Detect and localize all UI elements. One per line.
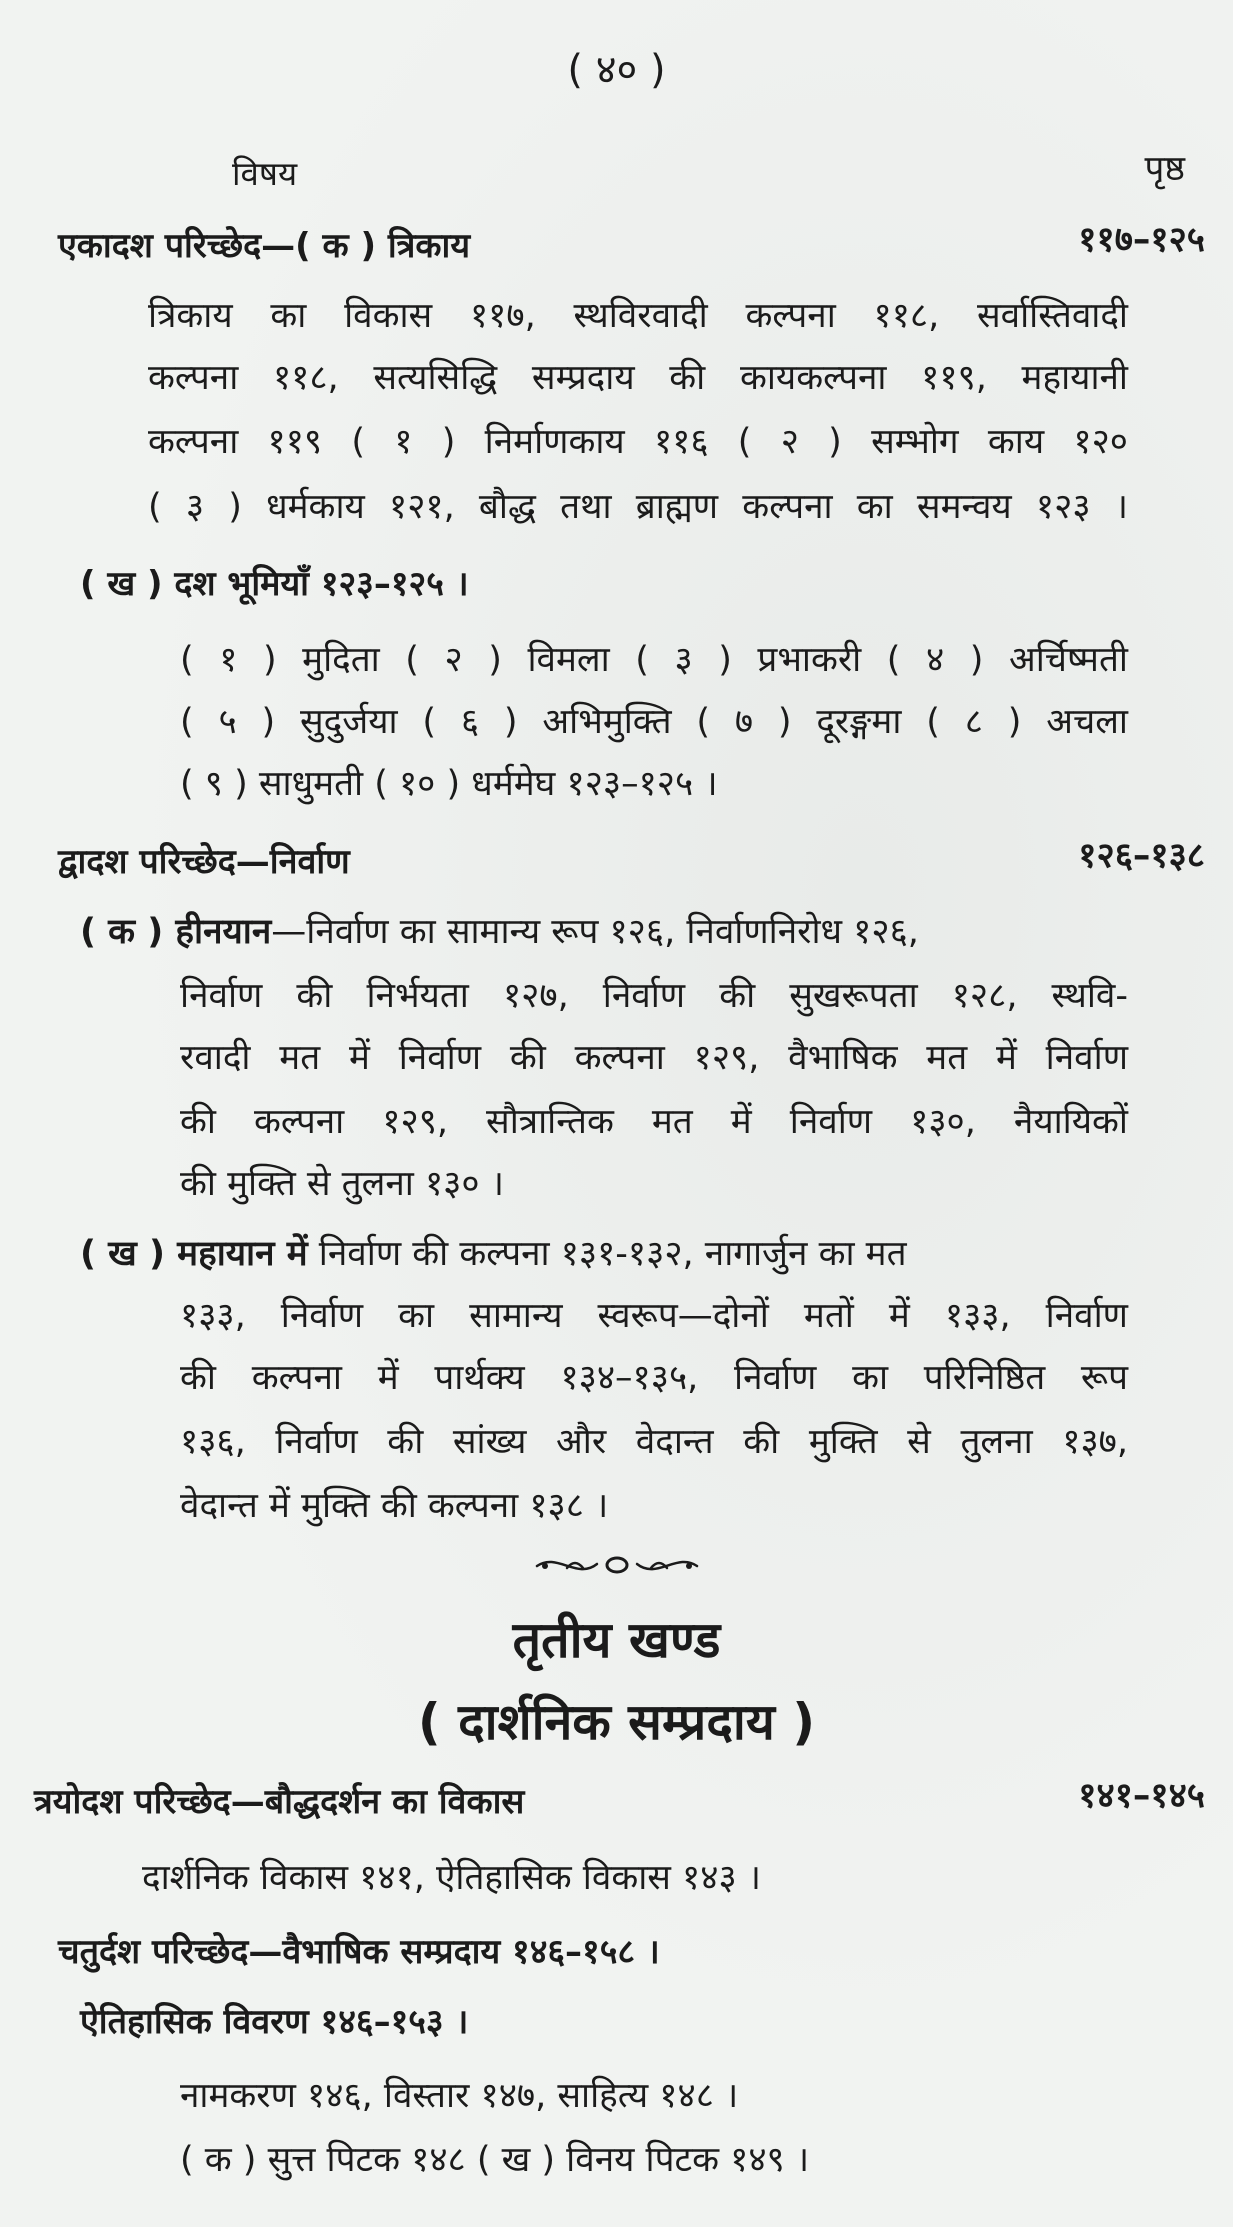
mahayana-label: ( ख ) महायान में — [80, 1234, 308, 1274]
chapter-11-line-2: कल्पना ११८, सत्यसिद्धि सम्प्रदाय की कायकल्पना ११९, महायानी — [148, 358, 1128, 398]
chapter-11-pages: ११७–१२५ — [1078, 220, 1205, 260]
chapter-13-title: त्रयोदश परिच्छेद—बौद्धदर्शन का विकास — [34, 1782, 525, 1822]
chapter-13-pages: १४१–१४५ — [1078, 1776, 1205, 1816]
mahayana-line-5: वेदान्त में मुक्ति की कल्पना १३८ । — [180, 1486, 609, 1526]
chapter-14-title: चतुर्दश परिच्छेद—वैभाषिक सम्प्रदाय १४६–१५८ । — [58, 1932, 660, 1972]
section-subtitle: ( दार्शनिक सम्प्रदाय ) — [417, 1693, 816, 1751]
hinayana-line-4: की कल्पना १२९, सौत्रान्तिक मत में निर्वाण १३०, नैयायिकों — [180, 1102, 1128, 1142]
chapter-12-title: द्वादश परिच्छेद—निर्वाण — [58, 842, 350, 882]
mahayana-line-3: की कल्पना में पार्थक्य १३४–१३५, निर्वाण का परिनिष्ठित रूप — [180, 1358, 1128, 1398]
hinayana-line-5: की मुक्ति से तुलना १३० । — [180, 1164, 504, 1204]
hinayana-label: ( क ) हीनयान — [80, 912, 272, 952]
chapter-13-body: दार्शनिक विकास १४१, ऐतिहासिक विकास १४३ । — [142, 1858, 762, 1898]
chapter-14-line-2: ( क ) सुत्त पिटक १४८ ( ख ) विनय पिटक १४९ । — [180, 2140, 810, 2180]
chapter-11-line-3: कल्पना ११९ ( १ ) निर्माणकाय ११६ ( २ ) सम्भोग काय १२० — [148, 422, 1128, 462]
ornament-icon — [527, 1546, 707, 1586]
page-column-header: पृष्ठ — [1144, 149, 1185, 189]
chapter-12-pages: १२६–१३८ — [1078, 836, 1205, 876]
hinayana-line-3: रवादी मत में निर्वाण की कल्पना १२९, वैभाषिक मत में निर्वाण — [180, 1038, 1128, 1078]
chapter-11-subsection-kha: ( ख ) दश भूमियाँ १२३–१२५ । — [80, 564, 469, 604]
subject-column-header: विषय — [232, 154, 298, 193]
mahayana-first-text: निर्वाण की कल्पना १३१-१३२, नागार्जुन का मत — [307, 1234, 907, 1274]
hinayana-first-text: —निर्वाण का सामान्य रूप १२६, निर्वाणनिरोध १२६, — [271, 912, 919, 952]
bhumi-line-1: ( १ ) मुदिता ( २ ) विमला ( ३ ) प्रभाकरी ( ४ ) अर्चिष्मती — [180, 640, 1128, 680]
ornament-divider — [0, 1546, 1233, 1586]
bhumi-line-3: ( ९ ) साधुमती ( १० ) धर्ममेघ १२३–१२५ । — [180, 764, 718, 804]
chapter-11-line-1: त्रिकाय का विकास ११७, स्थविरवादी कल्पना ११८, सर्वास्तिवादी — [148, 296, 1128, 336]
page-number: ( ४० ) — [567, 47, 666, 93]
hinayana-line-1 — [80, 910, 1128, 954]
mahayana-line-4: १३६, निर्वाण की सांख्य और वेदान्त की मुक्ति से तुलना १३७, — [180, 1422, 1128, 1462]
chapter-11-line-4: ( ३ ) धर्मकाय १२१, बौद्ध तथा ब्राह्मण कल्पना का समन्वय १२३ । — [148, 487, 1128, 527]
section-title: तृतीय खण्ड — [512, 1611, 721, 1669]
mahayana-line-1 — [80, 1232, 1128, 1276]
chapter-14-subsection: ऐतिहासिक विवरण १४६–१५३ । — [80, 2002, 469, 2042]
chapter-11-title: एकादश परिच्छेद—( क ) त्रिकाय — [58, 226, 471, 266]
chapter-14-line-1: नामकरण १४६, विस्तार १४७, साहित्य १४८ । — [180, 2076, 739, 2116]
bhumi-line-2: ( ५ ) सुदुर्जया ( ६ ) अभिमुक्ति ( ७ ) दूरङ्गमा ( ८ ) अचला — [180, 702, 1128, 742]
hinayana-line-2: निर्वाण की निर्भयता १२७, निर्वाण की सुखरूपता १२८, स्थवि- — [180, 976, 1128, 1016]
mahayana-line-2: १३३, निर्वाण का सामान्य स्वरूप—दोनों मतों में १३३, निर्वाण — [180, 1296, 1128, 1336]
